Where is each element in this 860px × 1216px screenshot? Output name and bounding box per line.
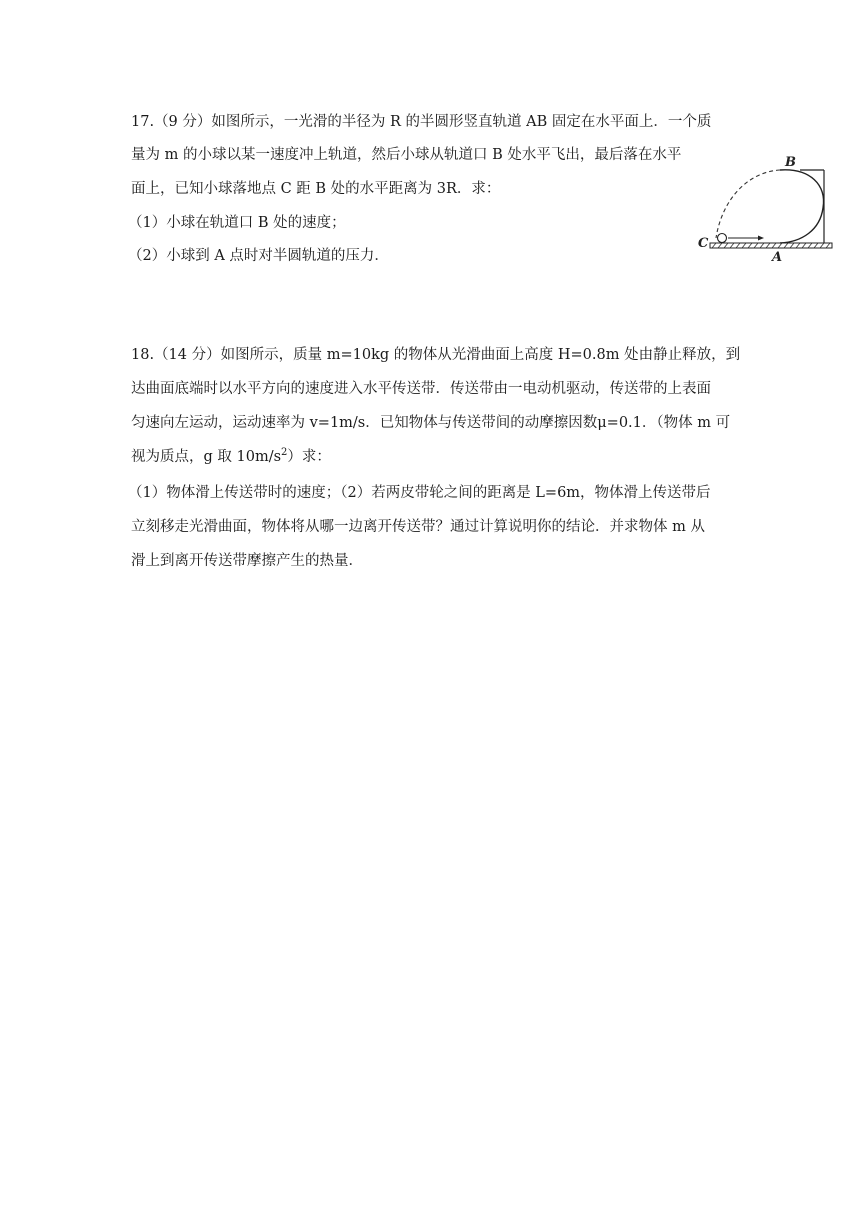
q18-line-6: 立刻移走光滑曲面，物体将从哪一边离开传送带？通过计算说明你的结论．并求物体 m 从 [131,519,705,535]
q18-line-5: （1）物体滑上传送带时的速度；（2）若两皮带轮之间的距离是 L=6m，物体滑上传送带后 [128,485,711,501]
arrow-head-icon [758,236,764,241]
q18-line-1: 18.（14 分）如图所示，质量 m=10kg 的物体从光滑曲面上高度 H=0.8m 处由静止释放，到 [131,347,741,363]
q17-line-2: 量为 m 的小球以某一速度冲上轨道，然后小球从轨道口 B 处水平飞出，最后落在水平 [131,147,682,163]
q18-line-4 [131,447,331,467]
semicircle-track-figure [692,150,834,262]
q17-subquestion-1: （1）小球在轨道口 B 处的速度； [128,215,346,231]
label-a: A [772,250,783,262]
q17-line-3: 面上，已知小球落地点 C 距 B 处的水平距离为 3R．求： [131,181,501,197]
q18-line-4-main: 视为质点，g 取 10m/s [131,449,282,465]
ground-hatching [712,243,830,248]
label-c: C [698,236,709,251]
q18-line-7: 滑上到离开传送带摩擦产生的热量． [131,553,363,569]
semicircle-track [780,170,824,243]
ground-surface [710,243,832,248]
q18-line-2: 达曲面底端时以水平方向的速度进入水平传送带．传送带由一电动机驱动，传送带的上表面 [131,381,711,397]
q17-line-1: 17.（9 分）如图所示，一光滑的半径为 R 的半圆形竖直轨道 AB 固定在水平面上．一个质 [131,114,712,130]
q18-line-4-superscript: 2 [281,447,288,458]
q18-line-4-end: ）求： [287,449,331,465]
q18-line-3: 匀速向左运动，运动速率为 v=1m/s．已知物体与传送带间的动摩擦因数μ=0.1．（物体 m 可 [131,415,731,431]
ball [718,234,727,243]
projectile-path [716,170,780,238]
label-b: B [785,155,796,170]
q17-subquestion-2: （2）小球到 A 点时对半圆轨道的压力． [128,248,389,264]
